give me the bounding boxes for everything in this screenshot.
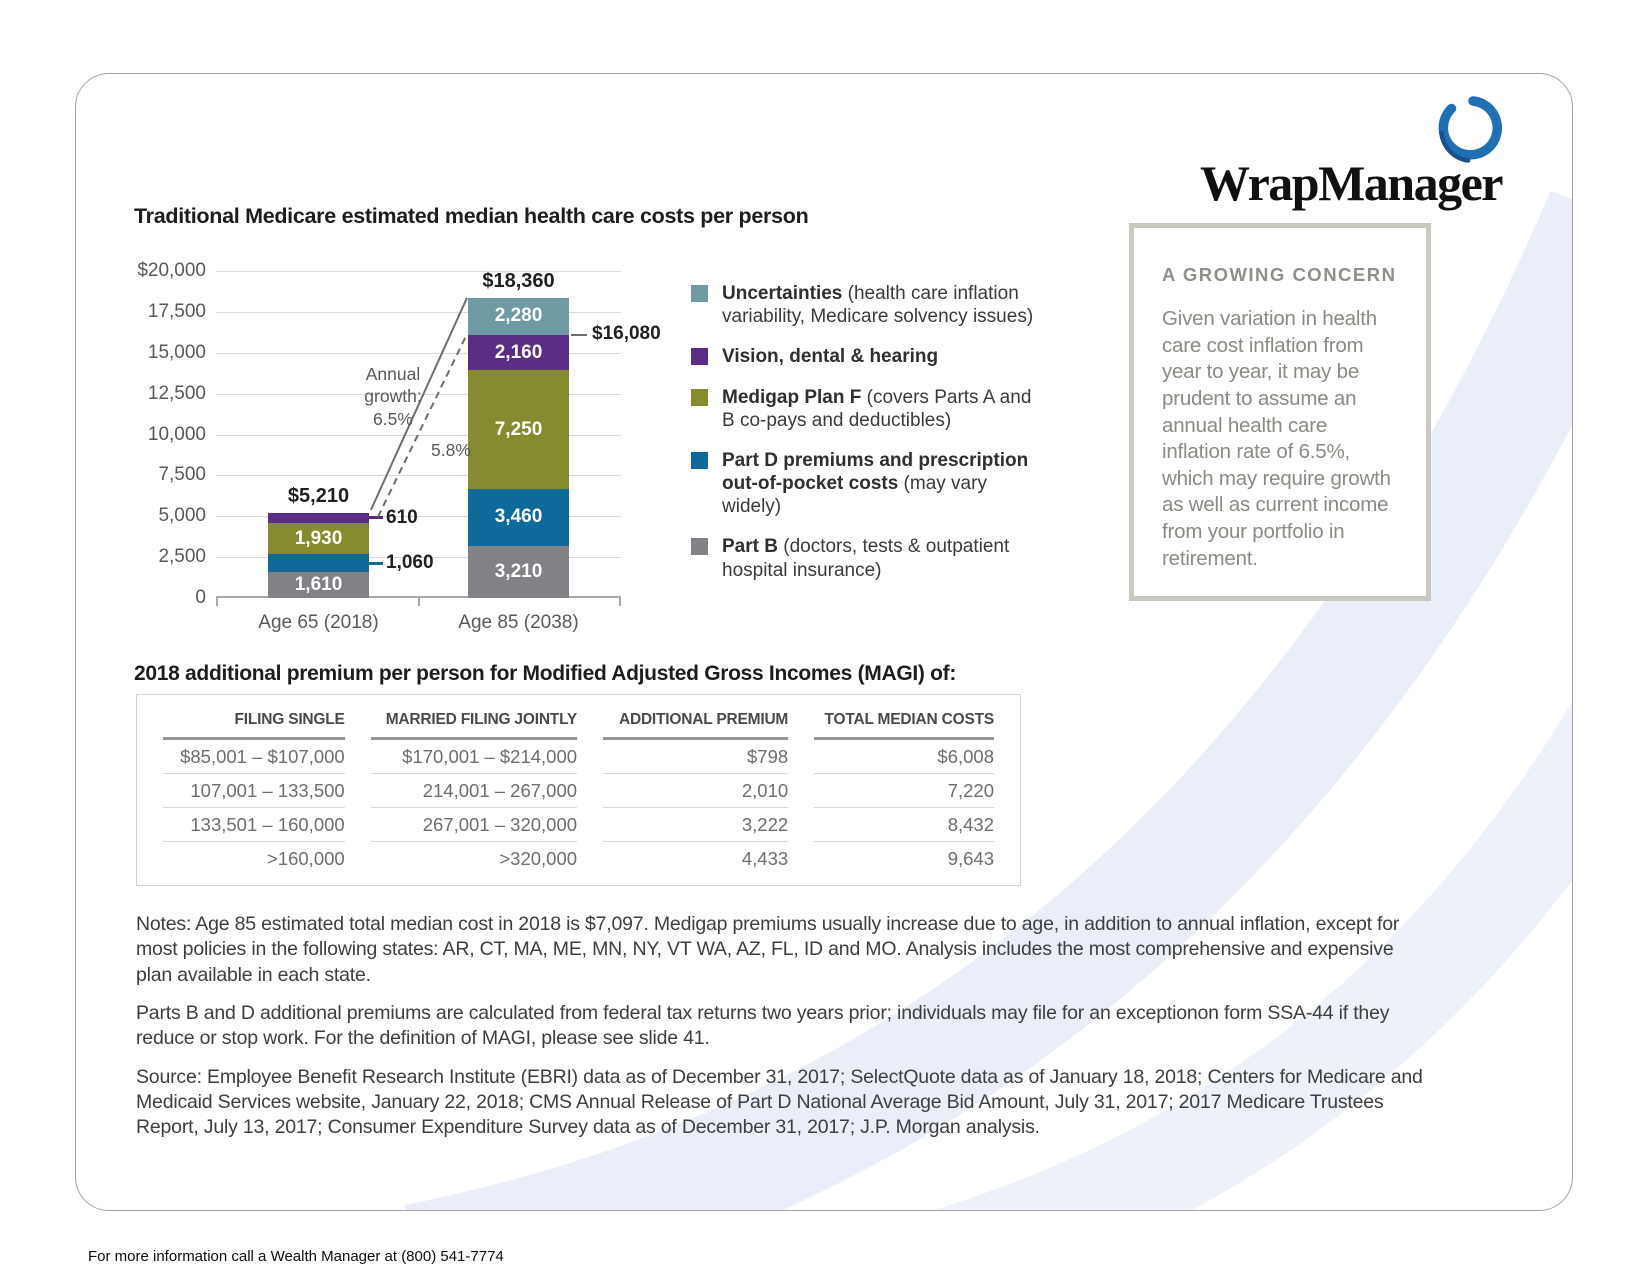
x-axis-category-label: Age 65 (2018) <box>258 612 379 633</box>
chart-legend <box>691 282 1043 599</box>
legend-item <box>691 282 1043 328</box>
growing-concern-heading: A GROWING CONCERN <box>1162 264 1397 285</box>
legend-swatch <box>691 538 708 555</box>
bar-segment-value: 7,250 <box>494 418 543 440</box>
magi-table-cell: >160,000 <box>267 848 345 869</box>
magi-table-cell: $170,001 – $214,000 <box>371 740 577 774</box>
x-axis-tick <box>619 598 621 606</box>
legend-item <box>691 535 1043 581</box>
magi-table-row <box>163 774 994 808</box>
x-axis-category-label: Age 85 (2038) <box>458 612 579 633</box>
growing-concern-body: Given variation in health care cost inflation from year to year, it may be prudent to assume an annual health care inflation rate of 6.5%, which may require growth as well as current income from your portfolio in retirement. <box>1162 307 1391 570</box>
bar-segment-value: 3,460 <box>494 506 543 528</box>
magi-table-cell: 7,220 <box>814 774 994 808</box>
magi-table-cell: $6,008 <box>814 740 994 774</box>
magi-table-cell: 214,001 – 267,000 <box>371 774 577 808</box>
magi-table-row <box>163 842 994 875</box>
magi-table-cell: 8,432 <box>814 808 994 842</box>
magi-table-cell: $85,001 – $107,000 <box>163 740 345 774</box>
magi-table-cell: $798 <box>603 740 788 774</box>
annual-growth-label: Annual growth: 6.5% <box>364 364 422 429</box>
legend-label: Vision, dental & hearing <box>722 346 939 368</box>
magi-table-row <box>163 740 994 774</box>
magi-col-header: ADDITIONAL PREMIUM <box>603 699 788 740</box>
y-axis-tick-label: 7,500 <box>158 464 206 486</box>
y-axis-tick-label: 2,500 <box>158 546 206 568</box>
y-axis-tick-label: 5,000 <box>158 505 206 527</box>
slide-card <box>75 73 1573 1211</box>
stacked-bar-chart <box>137 260 661 633</box>
magi-col-header: MARRIED FILING JOINTLY <box>371 699 577 740</box>
growing-concern-box <box>1129 223 1431 601</box>
legend-swatch <box>691 452 708 469</box>
magi-table-cell: 133,501 – 160,000 <box>163 808 345 842</box>
legend-item <box>691 449 1043 519</box>
growth-lines <box>216 271 621 598</box>
magi-table-row <box>163 808 994 842</box>
magi-table-container <box>136 694 1021 886</box>
notes-section <box>136 912 1426 1154</box>
magi-table-cell: 107,001 – 133,500 <box>163 774 345 808</box>
magi-table-cell: 267,001 – 320,000 <box>371 808 577 842</box>
magi-col-header: TOTAL MEDIAN COSTS <box>814 699 994 740</box>
magi-table <box>137 699 1020 875</box>
bar-segment-value: 2,280 <box>494 305 543 327</box>
legend-item <box>691 345 1043 368</box>
magi-table-cell: 9,643 <box>947 848 994 869</box>
wrapmanager-logo-text: WrapManager <box>1200 155 1502 211</box>
legend-swatch <box>691 348 708 365</box>
magi-table-cell: 3,222 <box>603 808 788 842</box>
y-axis-tick-label: 17,500 <box>147 300 206 322</box>
note-paragraph: Source: Employee Benefit Research Institute (EBRI) data as of December 31, 2017; SelectQuote data as of January 18, 2018; Centers for Medicare and Medicaid Services website, January 22, 2018; CMS Annual Release of Part D National Average Bid Amount, July 31, 2017; 2017 Medicare Trustees Report, July 13, 2017; Consumer Expenditure Survey data as of December 31, 2017; J.P. Morgan analysis. <box>136 1065 1423 1139</box>
callout-value-label: 1,060 <box>386 552 434 573</box>
secondary-growth-label: 5.8% <box>431 440 471 460</box>
legend-swatch <box>691 389 708 406</box>
callout-value-label: 610 <box>386 506 418 528</box>
x-axis-tick <box>418 598 420 606</box>
legend-swatch <box>691 285 708 302</box>
marker-value-label: $16,080 <box>592 323 661 345</box>
bar-total-label: $5,210 <box>287 484 350 507</box>
magi-table-cell: 4,433 <box>741 848 789 869</box>
magi-table-title: 2018 additional premium per person for Modified Adjusted Gross Incomes (MAGI) of: <box>134 662 957 685</box>
magi-col-header: FILING SINGLE <box>163 699 345 740</box>
legend-label: Part B (doctors, tests & outpatient hospital insurance) <box>722 536 1010 581</box>
x-axis-tick <box>216 598 218 606</box>
y-axis-tick-label: $20,000 <box>137 260 206 281</box>
bar-segment-value: 1,610 <box>294 573 343 595</box>
y-axis-tick-label: 10,000 <box>147 423 206 445</box>
y-axis-tick-label: 15,000 <box>147 341 206 363</box>
y-axis-tick-label: 12,500 <box>147 382 206 404</box>
bar-total-label: $18,360 <box>482 269 555 292</box>
bar-segment-value: 2,160 <box>494 341 543 363</box>
note-paragraph: Parts B and D additional premiums are calculated from federal tax returns two years prior; individuals may file for an exceptionon form SSA-44 if they reduce or stop work. For the definition of MAGI, please see slide 41. <box>136 1002 1390 1050</box>
magi-table-cell: >320,000 <box>499 848 578 869</box>
chart-title: Traditional Medicare estimated median health care costs per person <box>134 204 809 228</box>
magi-table-cell: 2,010 <box>603 774 788 808</box>
bar-segment-value: 3,210 <box>494 560 543 582</box>
legend-label: Part D premiums and prescription out-of-pocket costs (may vary widely) <box>722 449 1029 518</box>
y-axis-tick-label: 0 <box>195 587 206 608</box>
legend-label: Uncertainties (health care inflation variability, Medicare solvency issues) <box>722 283 1034 328</box>
legend-item <box>691 386 1043 432</box>
footer-contact-line: For more information call a Wealth Manager at (800) 541-7774 <box>88 1248 504 1265</box>
note-paragraph: Notes: Age 85 estimated total median cost in 2018 is $7,097. Medigap premiums usually increase due to age, in addition to annual inflation, except for most policies in the following states: AR, CT, MA, ME, MN, NY, VT WA, AZ, FL, ID and MO. Analysis includes the most comprehensive and expensive plan available in each state. <box>136 913 1400 986</box>
legend-label: Medigap Plan F (covers Parts A and B co-pays and deductibles) <box>722 386 1032 431</box>
bar-segment-value: 1,930 <box>294 527 343 549</box>
